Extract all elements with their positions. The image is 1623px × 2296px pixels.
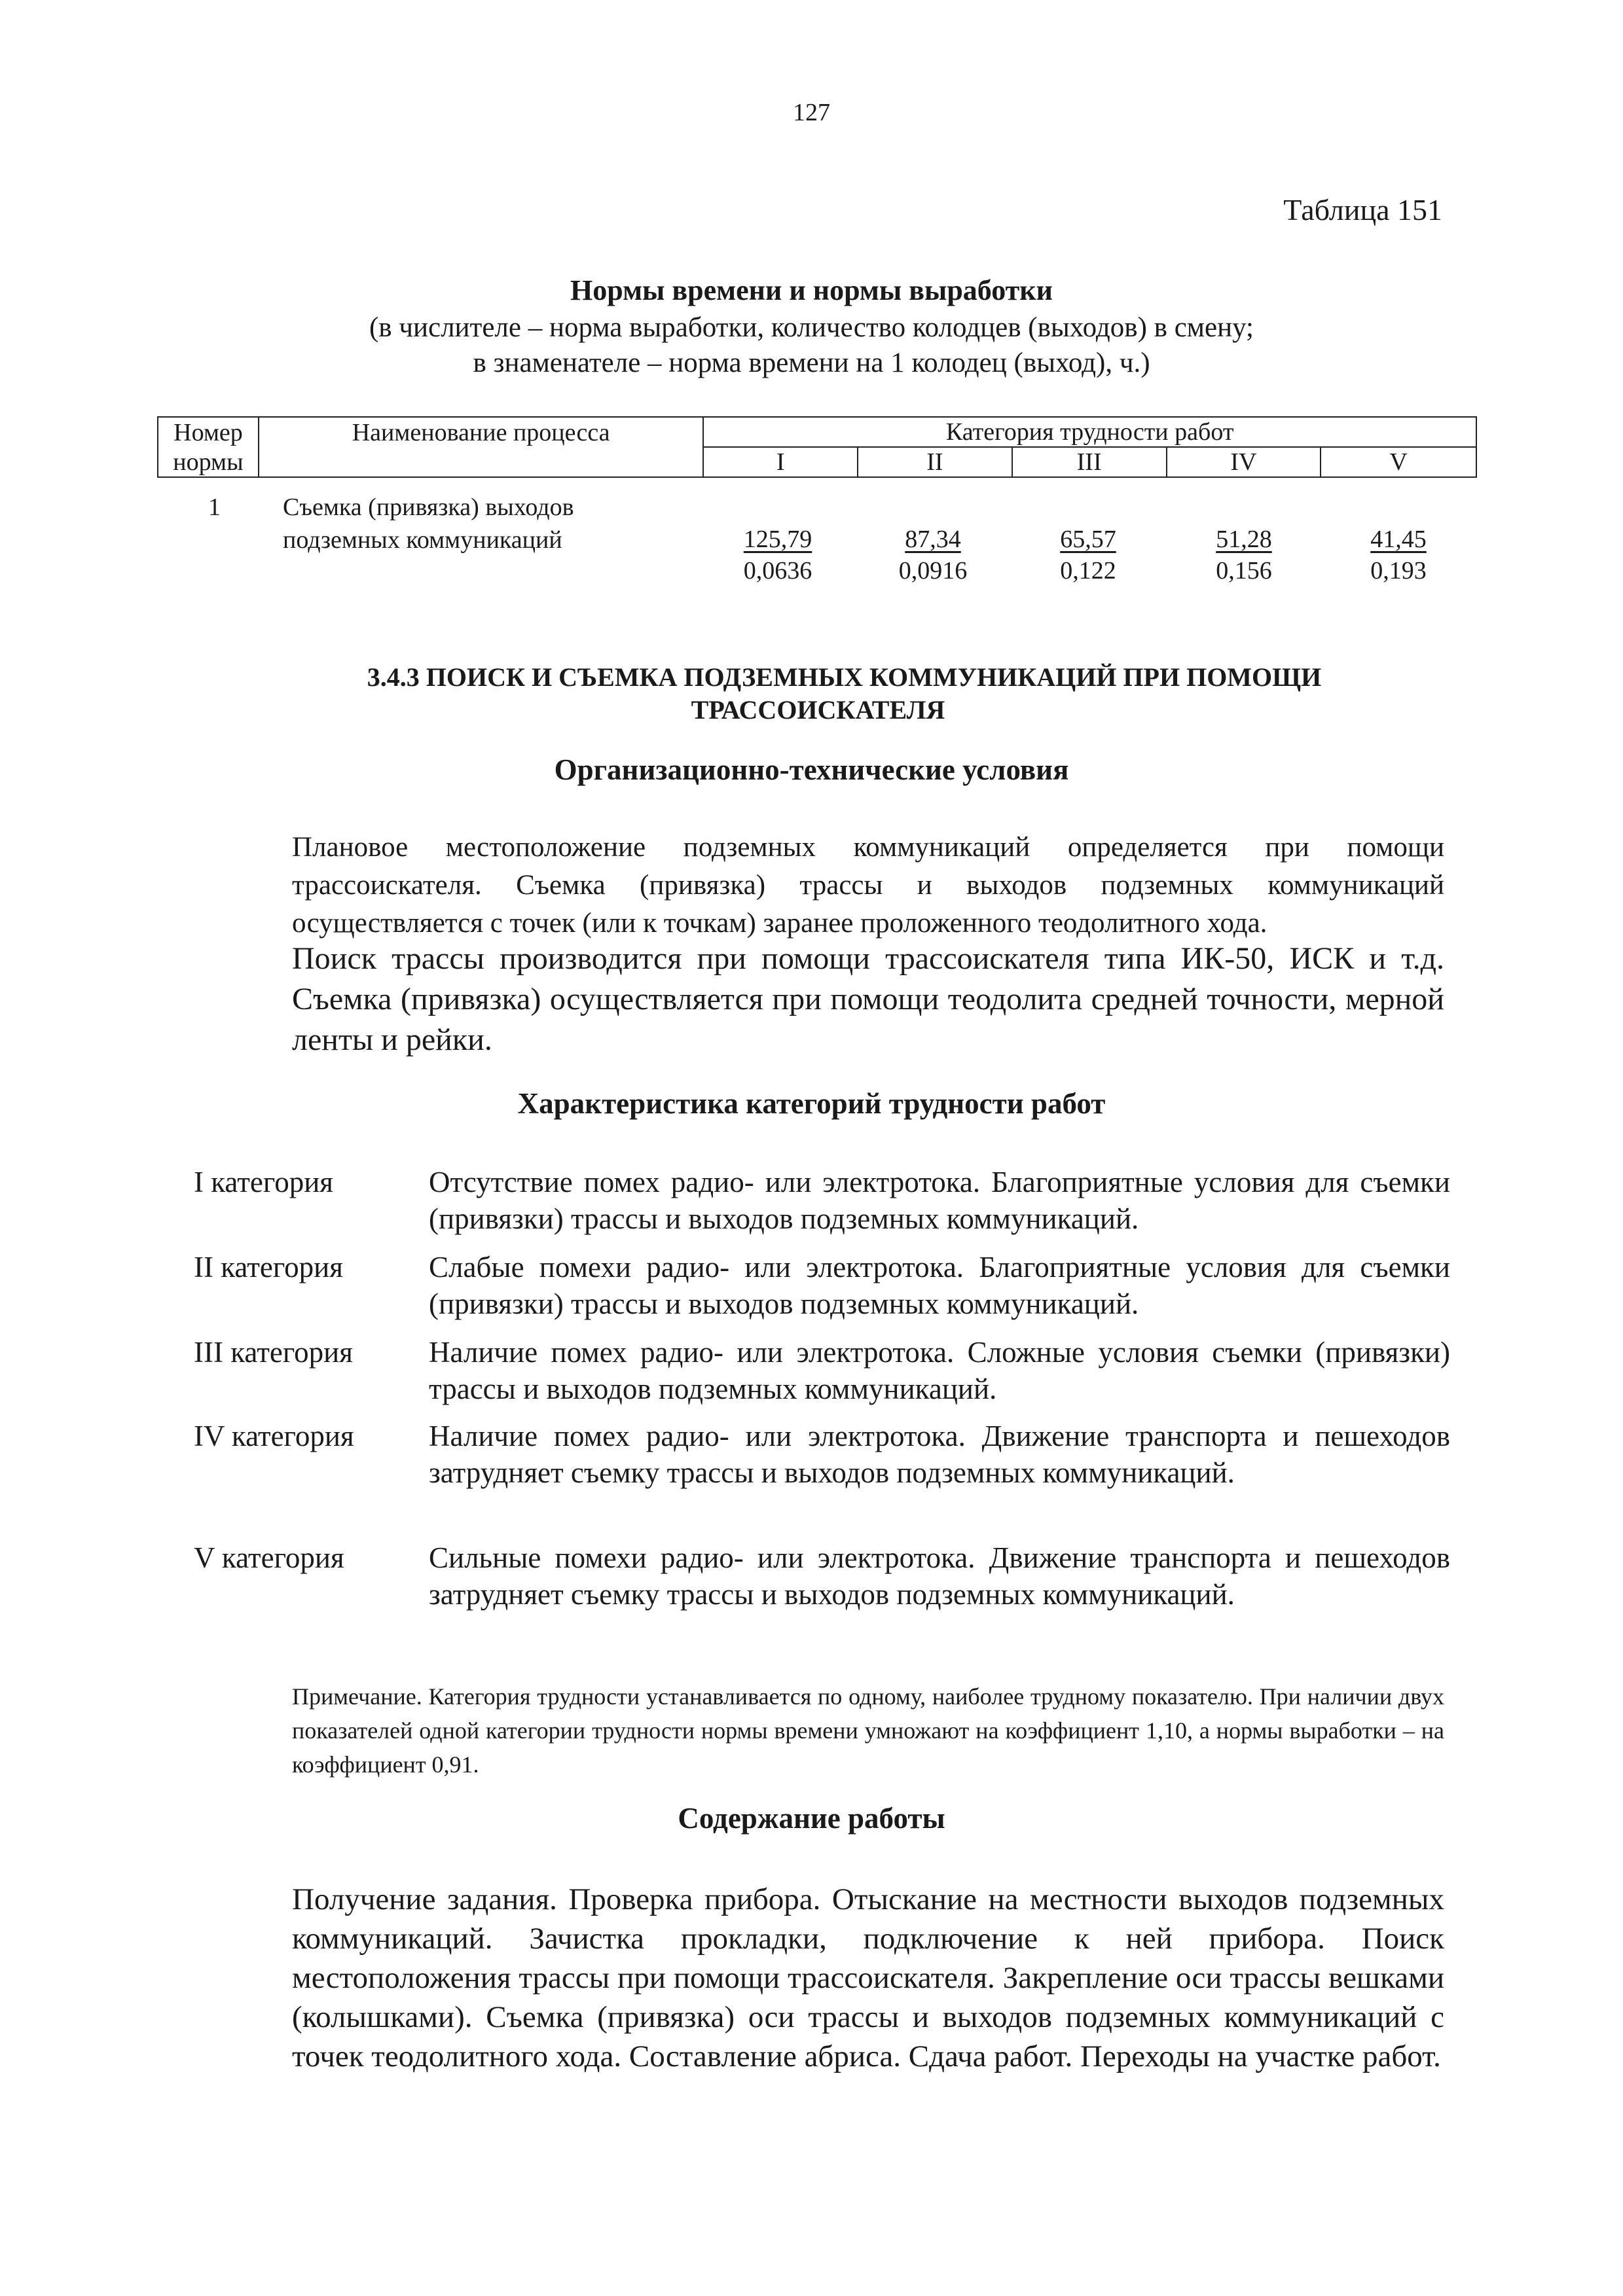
org-paragraph-1-text: Плановое местоположение подземных коммуникаций определяется при помощи трассоискателя. Съемка (привязка) трассы и выходов подземных коммуникаций осуществляется с точек (или к точкам) заранее проложенного теодолитного хода. (292, 832, 1444, 939)
org-paragraph-2-text: Поиск трассы производится при помощи трассоискателя типа ИК-50, ИСК и т.д. Съемка (привязка) осуществляется при помощи теодолита средней точности, мерной ленты и рейки. (292, 941, 1444, 1057)
category-header-cell: IV (1167, 447, 1321, 477)
norm-value-cat-5 (1346, 524, 1451, 586)
category-description: Наличие помех радио- или электротока. Сложные условия съемки (привязки) трассы и выходов подземных коммуникаций. (429, 1336, 1450, 1405)
char-heading: Характеристика категорий трудности работ (517, 1087, 1106, 1120)
category-description: Отсутствие помех радио- или электротока. Благоприятные условия для съемки (привязки) трассы и выходов подземных коммуникаций. (429, 1166, 1450, 1235)
header-number-1: Номер (158, 417, 259, 447)
category-description: Слабые помехи радио- или электротока. Благоприятные условия для съемки (привязки) трассы и выходов подземных коммуникаций. (429, 1251, 1450, 1320)
table-subtitle-line-2: в знаменателе – норма времени на 1 колодец (выход), ч.) (473, 348, 1150, 378)
section-heading-line-1: 3.4.3 ПОИСК И СЪЕМКА ПОДЗЕМНЫХ КОММУНИКАЦИЙ ПРИ ПОМОЩИ (367, 662, 1322, 692)
category-label: IV категория (194, 1420, 354, 1452)
header-category: Категория трудности работ (703, 417, 1476, 447)
category-header-cell: I (703, 447, 858, 477)
org-paragraph-2 (194, 939, 1444, 1060)
row-number: 1 (208, 493, 221, 521)
category-description: Наличие помех радио- или электротока. Движение транспорта и пешеходов затрудняет съемку трассы и выходов подземных коммуникаций. (429, 1420, 1450, 1489)
header-process-blank (259, 447, 703, 477)
category-label: I категория (194, 1166, 333, 1198)
norm-value-cat-2 (881, 524, 985, 586)
norms-table-header (157, 416, 1477, 478)
header-number-2: нормы (158, 447, 259, 477)
norm-denominator: 0,156 (1216, 557, 1272, 584)
category-header-cell: II (858, 447, 1012, 477)
norm-value-cat-4 (1192, 524, 1296, 586)
norm-denominator: 0,0636 (743, 557, 812, 584)
category-header-cell: V (1321, 447, 1476, 477)
row-process-line-1: Съемка (привязка) выходов (283, 493, 574, 521)
section-heading (0, 661, 1623, 726)
content-heading: Содержание работы (678, 1802, 945, 1835)
norm-numerator: 125,79 (743, 526, 812, 553)
norm-numerator: 41,45 (1370, 526, 1427, 553)
norm-value-cat-1 (725, 524, 830, 586)
org-paragraph-1 (194, 829, 1444, 942)
category-description: Сильные помехи радио- или электротока. Движение транспорта и пешеходов затрудняет съемку трассы и выходов подземных коммуникаций. (429, 1541, 1450, 1611)
norm-value-cat-3 (1036, 524, 1140, 586)
norm-denominator: 0,122 (1060, 557, 1116, 584)
table-title: Нормы времени и нормы выработки (570, 274, 1053, 306)
content-paragraph (194, 1880, 1444, 2076)
table-subtitle-line-1: (в числителе – норма выработки, количество колодцев (выходов) в смену; (369, 312, 1254, 343)
row-process-line-2: подземных коммуникаций (283, 526, 562, 554)
norm-denominator: 0,193 (1370, 557, 1427, 584)
content-paragraph-text: Получение задания. Проверка прибора. Отыскание на местности выходов подземных коммуникаций. Зачистка прокладки, подключение к ней прибора. Поиск местоположения трассы при помощи трассоискателя. Закрепление оси трассы вешками (колышками). Съемка (привязка) оси трассы и выходов подземных коммуникаций с точек теодолитного хода. Составление абриса. Сдача работ. Переходы на участке работ. (292, 1882, 1444, 2073)
category-label: III категория (194, 1336, 353, 1369)
page-number: 127 (793, 99, 830, 126)
note (194, 1679, 1444, 1782)
category-label: V категория (194, 1541, 344, 1574)
norm-numerator: 65,57 (1060, 526, 1116, 553)
table-label: Таблица 151 (1283, 193, 1442, 226)
row-process (283, 491, 574, 556)
category-header-cell: III (1012, 447, 1167, 477)
section-heading-line-2: ТРАССОИСКАТЕЛЯ (691, 695, 945, 725)
norm-numerator: 51,28 (1216, 526, 1272, 553)
norm-denominator: 0,0916 (898, 557, 968, 584)
norm-numerator: 87,34 (905, 526, 961, 553)
category-label: II категория (194, 1251, 343, 1283)
table-subtitle (0, 310, 1623, 381)
org-heading: Организационно-технические условия (554, 753, 1069, 786)
note-text: Примечание. Категория трудности устанавливается по одному, наиболее трудному показателю. При наличии двух показателей одной категории трудности нормы времени умножают на коэффициент 1,10, а нормы выработки – на коэффициент 0,91. (292, 1683, 1444, 1778)
header-process: Наименование процесса (259, 417, 703, 447)
